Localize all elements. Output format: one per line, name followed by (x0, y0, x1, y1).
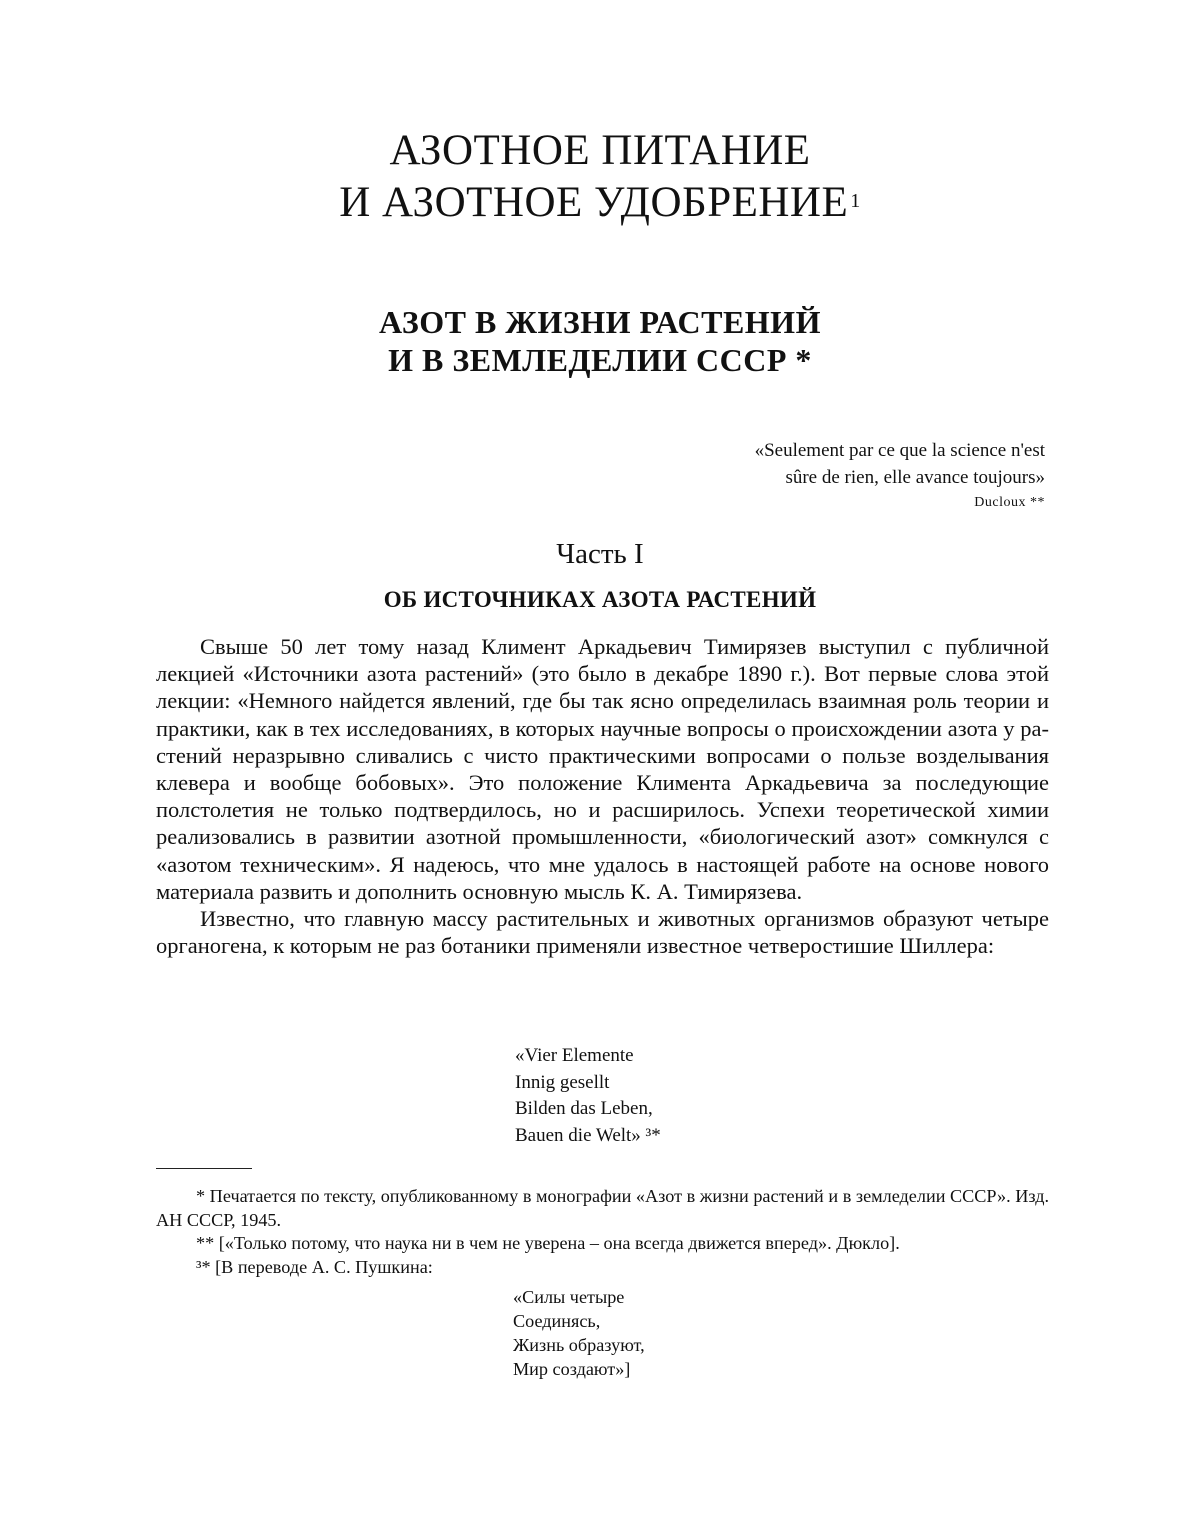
main-title-line-2-text: И АЗОТНОЕ УДОБРЕНИЕ (339, 179, 849, 226)
poem-line-2: Innig gesellt (515, 1071, 610, 1093)
paragraph-2: Известно, что главную массу растительных и животных организмов образуют четыре органогена, к которым не раз ботаники применяли известное четверостишие Шиллера: (156, 906, 1049, 959)
schiller-poem (515, 1043, 661, 1149)
epigraph-author: Duclоux ** (974, 495, 1045, 510)
title-footnote-mark: 1 (850, 190, 861, 212)
footnote-2: ** [«Только потому, что наука ни в чем не уверена – она всегда движется вперед». Дюкло]. (196, 1233, 900, 1253)
pushkin-translation (156, 1285, 1049, 1381)
body-text (156, 633, 1049, 959)
paragraph-1: Свыше 50 лет тому назад Климент Аркадьевич Тимирязев выступил с публичной лекцией «Источники азота растений» (это было в декабре 1890 г.). Вот первые слова этой лекции: «Немного найдется явлений, где бы так ясно определилась взаимная роль теории и практики, как в тех исследованиях, в которых научные вопросы о происхождении азота у растений неразрывно сливались с чисто практическими вопросами о пользе возделывания клевера и вообще бобовых». Это положение Климента Аркадьевича за последующие полстолетия не только подтвердилось, но и расширилось. Успехи теоретической химии реализовались в развитии азотной промышленности, «биологический азот» сомкнулся с «азотом техническим». Я надеюсь, что мне удалось в настоящей работе на основе нового материала развить и дополнить основную мысль К. А. Тимирязева. (156, 634, 1049, 904)
footnotes (156, 1185, 1049, 1381)
epigraph-line-1: «Seulement par ce que la science n'est (754, 440, 1045, 461)
footnote-3: ³* [В переводе А. С. Пушкина: (196, 1256, 433, 1277)
poem-line-1: «Vier Elemente (515, 1045, 634, 1066)
translation-line-2: Соединясь, (513, 1311, 601, 1331)
subtitle-line-1: АЗОТ В ЖИЗНИ РАСТЕНИЙ (379, 304, 821, 340)
subtitle-line-2: И В ЗЕМЛЕДЕЛИИ СССР * (388, 342, 812, 378)
translation-line-1: «Силы четыре (513, 1287, 625, 1307)
section-heading: ОБ ИСТОЧНИКАХ АЗОТА РАСТЕНИЙ (383, 587, 817, 612)
main-title-line-1: АЗОТНОЕ ПИТАНИЕ (389, 127, 811, 174)
poem-line-4: Bauen die Welt» ³* (515, 1124, 661, 1146)
epigraph (755, 437, 1045, 515)
main-title-line-2 (0, 177, 1200, 229)
footnote-divider (156, 1168, 252, 1169)
poem-line-3: Bilden das Leben, (515, 1098, 653, 1119)
subtitle (0, 303, 1200, 379)
translation-line-4: Мир создают»] (513, 1359, 631, 1379)
part-heading: Часть I (556, 538, 644, 570)
main-title (0, 125, 1200, 229)
footnote-1: * Печатается по тексту, опубликованному в монографии «Азот в жизни растений и в земледелии СССР». Изд. АН СССР, 1945. (156, 1186, 1049, 1230)
translation-line-3: Жизнь образуют, (513, 1335, 645, 1355)
epigraph-line-2: sûre de rien, elle avance toujours» (785, 467, 1045, 488)
